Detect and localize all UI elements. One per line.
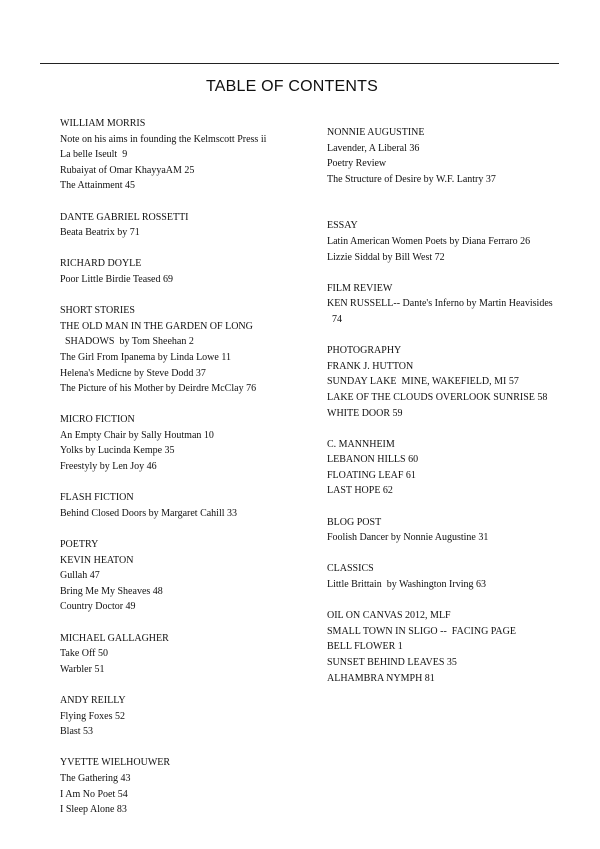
toc-entry: KEVIN HEATON	[60, 554, 134, 566]
toc-section	[327, 281, 567, 328]
toc-entry: Latin American Women Poets by Diana Ferraro 26	[327, 235, 531, 247]
toc-entry: BELL FLOWER 1	[327, 641, 403, 653]
section-heading: ANDY REILLY	[60, 694, 126, 706]
toc-entry: The Attainment 45	[60, 180, 135, 192]
section-heading: C. MANNHEIM	[327, 438, 395, 450]
section-heading: OIL ON CANVAS 2012, MLF	[327, 610, 451, 622]
toc-entry: Little Brittain by Washington Irving 63	[327, 579, 486, 591]
section-heading: PHOTOGRAPHY	[327, 345, 402, 357]
toc-entry: LAKE OF THE CLOUDS OVERLOOK SUNRISE 58	[327, 391, 548, 403]
toc-entry: SMALL TOWN IN SLIGO -- FACING PAGE	[327, 625, 516, 637]
toc-section	[60, 490, 310, 521]
toc-entry: Rubaiyat of Omar KhayyaAM 25	[60, 164, 195, 176]
toc-entry: Gullah 47	[60, 570, 100, 582]
toc-entry: Poor Little Birdie Teased 69	[60, 273, 173, 285]
toc-section	[60, 210, 310, 241]
toc-entry: SUNDAY LAKE MINE, WAKEFIELD, MI 57	[327, 376, 519, 388]
toc-entry: Blast 53	[60, 726, 94, 738]
toc-entry: Bring Me My Sheaves 48	[60, 585, 163, 597]
section-heading: WILLIAM MORRIS	[60, 118, 146, 129]
section-heading: CLASSICS	[327, 563, 374, 575]
toc-entry: Note on his aims in founding the Kelmscott Press ii	[60, 133, 267, 145]
toc-section	[327, 608, 567, 686]
toc-entry: Beata Beatrix by 71	[60, 227, 140, 239]
toc-entry: Poetry Review	[327, 158, 387, 170]
toc-entry: I Am No Poet 54	[60, 788, 128, 800]
left-column	[60, 116, 310, 818]
toc-section	[60, 693, 310, 740]
toc-entry: Yolks by Lucinda Kempe 35	[60, 445, 175, 457]
toc-entry: Freestyly by Len Joy 46	[60, 461, 157, 473]
toc-entry: La belle Iseult 9	[60, 149, 128, 161]
toc-entry: WHITE DOOR 59	[327, 407, 403, 419]
section-heading: FLASH FICTION	[60, 492, 134, 504]
toc-entry: Behind Closed Doors by Margaret Cahill 33	[60, 507, 238, 519]
toc-entry: Foolish Dancer by Nonnie Augustine 31	[327, 532, 489, 544]
toc-section	[327, 218, 567, 265]
toc-section	[327, 125, 567, 187]
section-heading: BLOG POST	[327, 516, 382, 528]
section-heading: FILM REVIEW	[327, 282, 393, 294]
toc-entry: LEBANON HILLS 60	[327, 454, 419, 466]
section-heading: NONNIE AUGUSTINE	[327, 127, 425, 138]
toc-entry: THE OLD MAN IN THE GARDEN OF LONG	[60, 320, 253, 332]
toc-section	[60, 755, 310, 817]
toc-entry: KEN RUSSELL-- Dante's Inferno by Martin Heavisides	[327, 298, 553, 310]
toc-entry: FLOATING LEAF 61	[327, 469, 416, 481]
top-rule	[40, 63, 559, 64]
toc-section	[60, 116, 310, 194]
toc-entry: The Girl From Ipanema by Linda Lowe 11	[60, 351, 231, 363]
toc-section	[60, 631, 310, 678]
toc-entry: FRANK J. HUTTON	[327, 360, 414, 372]
toc-section	[60, 412, 310, 474]
section-heading: MICRO FICTION	[60, 414, 135, 426]
toc-section	[60, 537, 310, 615]
toc-section	[327, 343, 567, 421]
toc-section	[327, 561, 567, 592]
toc-entry: Lizzie Siddal by Bill West 72	[327, 251, 445, 263]
toc-entry: I Sleep Alone 83	[60, 804, 127, 816]
toc-entry: SUNSET BEHIND LEAVES 35	[327, 657, 457, 668]
section-heading: YVETTE WIELHOUWER	[60, 757, 171, 769]
toc-entry: LAST HOPE 62	[327, 485, 393, 497]
right-column	[327, 125, 567, 686]
toc-entry: ALHAMBRA NYMPH 81	[327, 672, 435, 684]
section-heading: SHORT STORIES	[60, 305, 135, 317]
toc-entry: Flying Foxes 52	[60, 710, 126, 722]
page-title: TABLE OF CONTENTS	[205, 78, 378, 95]
toc-entry: Lavender, A Liberal 36	[327, 142, 420, 154]
section-heading: DANTE GABRIEL ROSSETTI	[60, 211, 189, 223]
toc-entry: Warbler 51	[60, 663, 105, 675]
toc-entry: Helena's Medicne by Steve Dodd 37	[60, 367, 206, 379]
section-heading: RICHARD DOYLE	[60, 258, 142, 270]
toc-section	[327, 437, 567, 499]
section-heading: MICHAEL GALLAGHER	[60, 632, 169, 644]
toc-entry: The Structure of Desire by W.F. Lantry 37	[327, 173, 496, 185]
toc-entry: An Empty Chair by Sally Houtman 10	[60, 429, 214, 441]
toc-entry: Take Off 50	[60, 648, 108, 660]
section-heading: POETRY	[60, 539, 99, 551]
toc-section	[60, 303, 310, 397]
toc-entry: SHADOWS by Tom Sheehan 2	[60, 336, 194, 348]
toc-entry: 74	[327, 313, 342, 325]
section-heading: ESSAY	[327, 220, 358, 232]
toc-section	[60, 256, 310, 287]
toc-entry: The Picture of his Mother by Deirdre McClay 76	[60, 383, 257, 395]
toc-entry: The Gathering 43	[60, 772, 131, 784]
toc-section	[327, 515, 567, 546]
toc-entry: Country Doctor 49	[60, 601, 136, 613]
